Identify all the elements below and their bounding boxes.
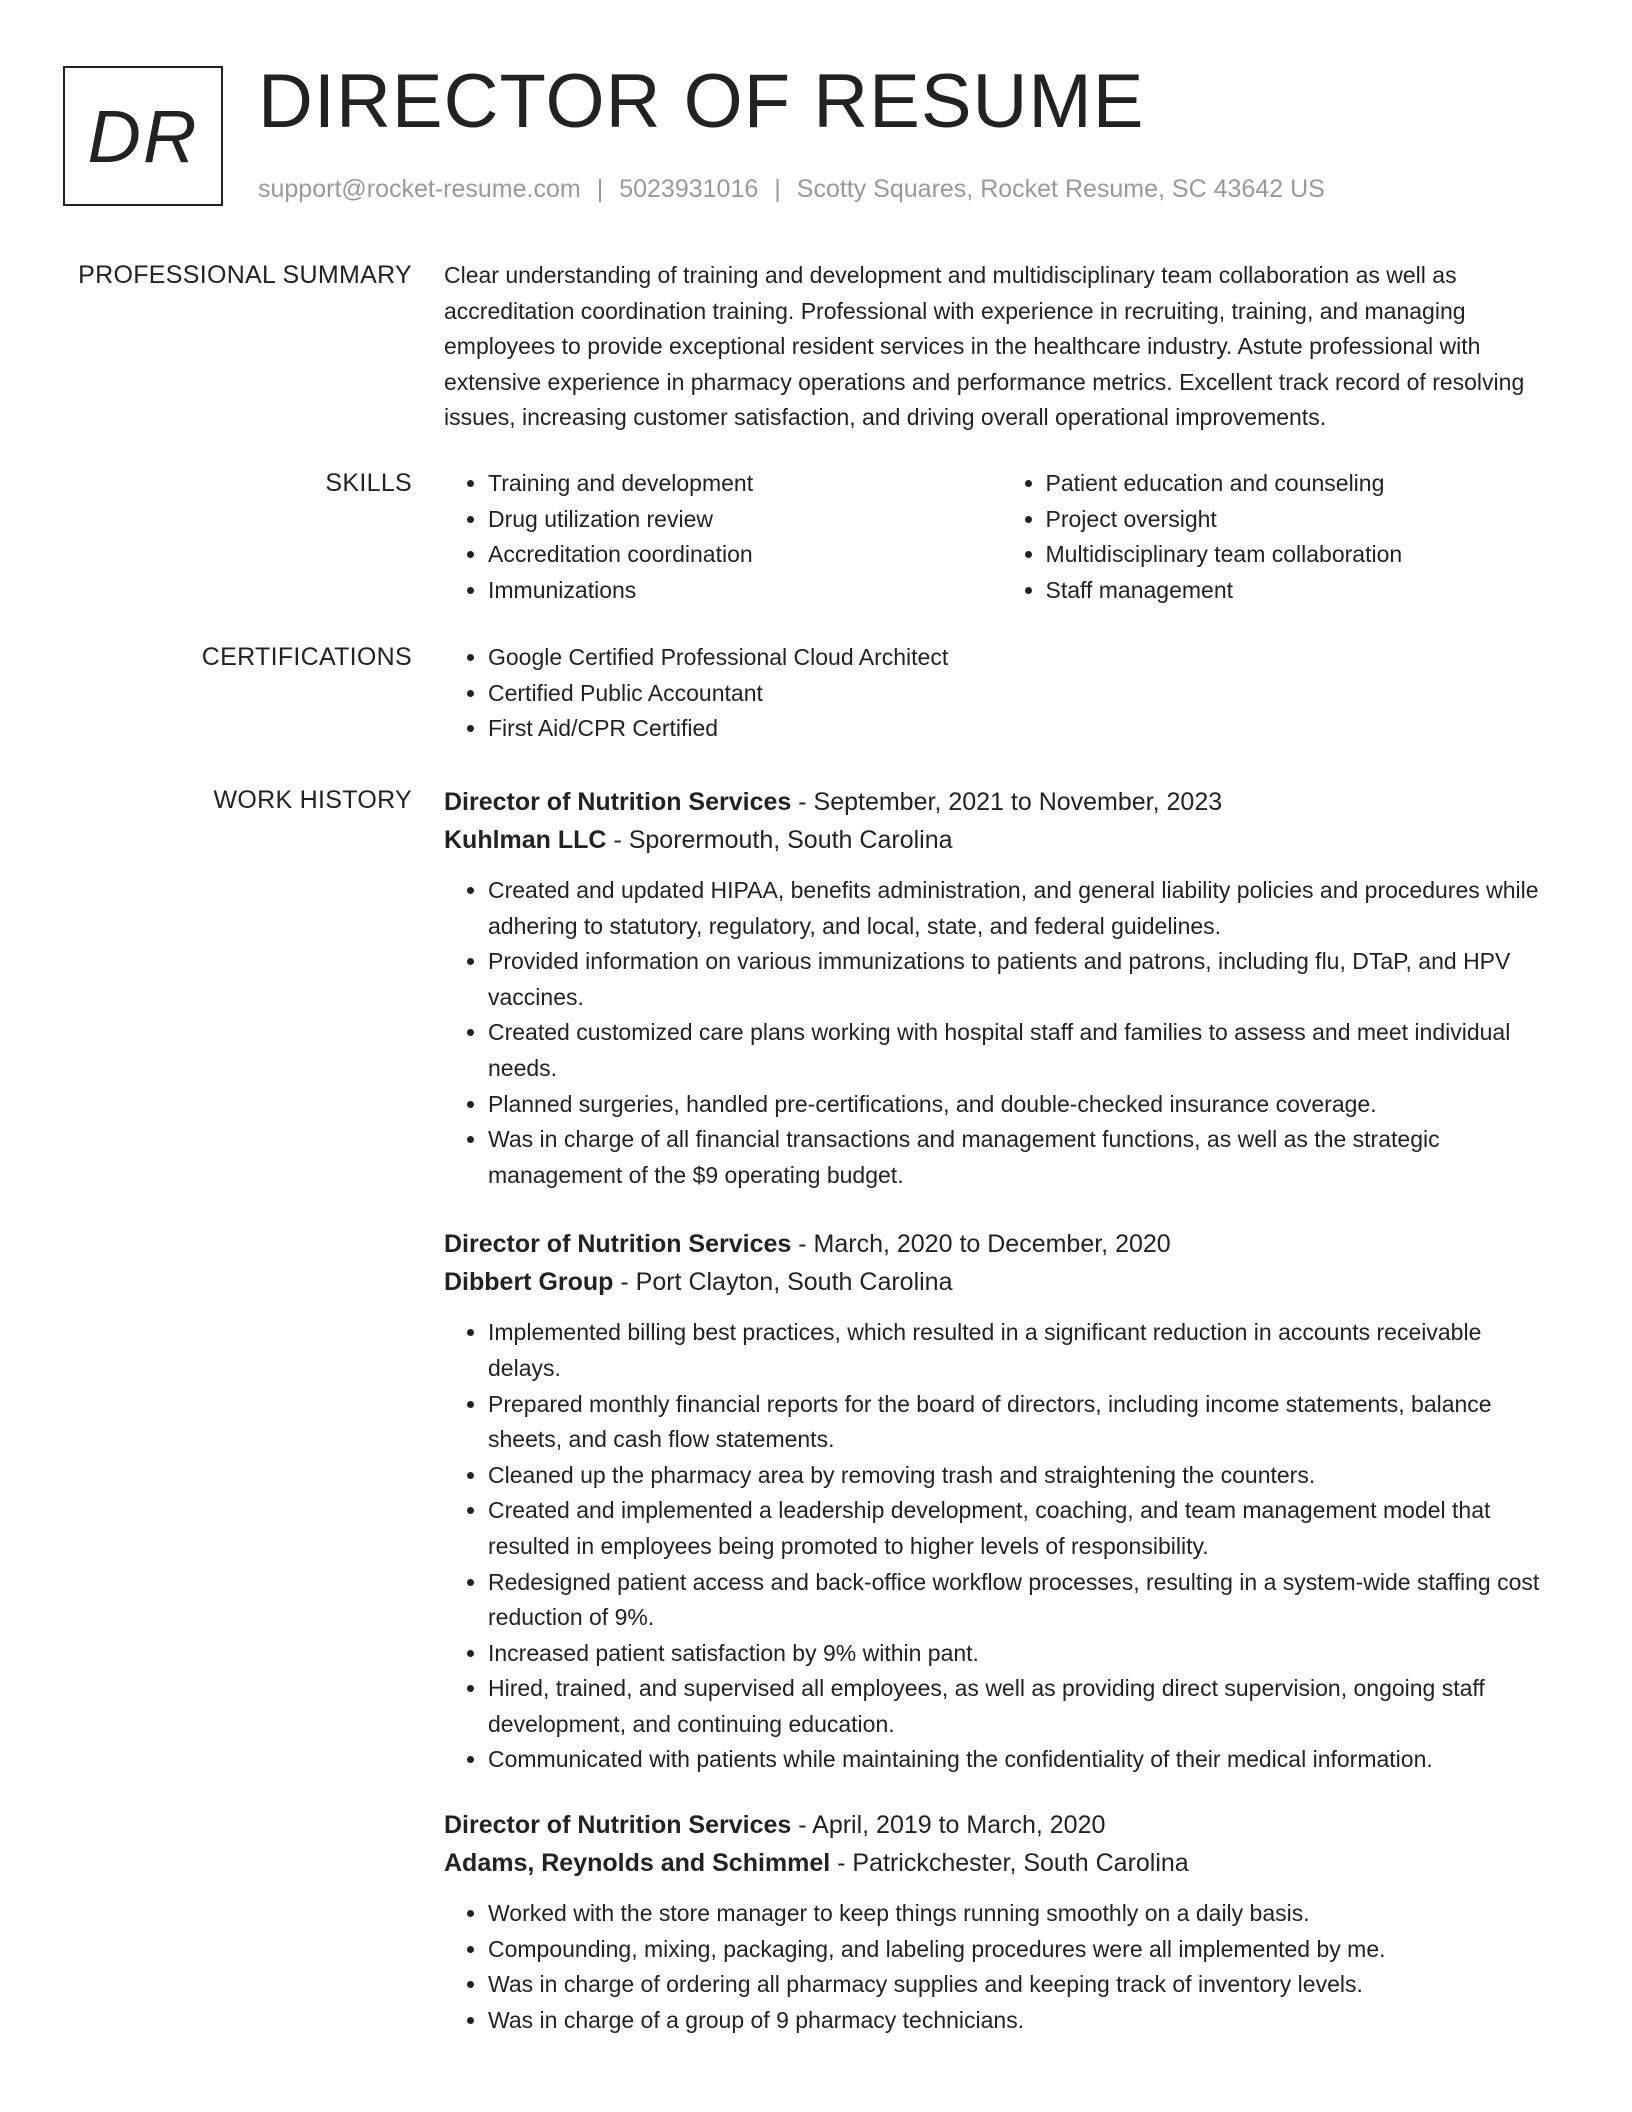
job-bullets <box>444 1896 1559 2038</box>
job-bullet: • Cleaned up the pharmacy area by removing trash and straightening the counters. <box>488 1458 1559 1494</box>
skill-item: • Training and development <box>488 466 1002 502</box>
skill-item: • Immunizations <box>488 573 1002 609</box>
job-bullet: • Was in charge of all financial transactions and management functions, as well as the strategic management of the $9 operating budget. <box>488 1122 1559 1193</box>
job-bullet: • Implemented billing best practices, which resulted in a significant reduction in accounts receivable delays. <box>488 1315 1559 1386</box>
skills-label: SKILLS <box>325 469 412 497</box>
job-bullet: • Created customized care plans working with hospital staff and families to assess and meet individual needs. <box>488 1015 1559 1086</box>
job-bullet: • Worked with the store manager to keep things running smoothly on a daily basis. <box>488 1896 1559 1932</box>
job-dates: - April, 2019 to March, 2020 <box>791 1811 1106 1840</box>
candidate-name: DIRECTOR OF RESUME <box>258 59 1145 144</box>
job-entry <box>444 783 1559 1193</box>
job-location: - Port Clayton, South Carolina <box>613 1268 953 1297</box>
job-company-line <box>444 821 1559 859</box>
job-title-line <box>444 783 1559 821</box>
contact-phone[interactable]: 5023931016 <box>619 175 759 203</box>
skills-list-right <box>1002 466 1560 608</box>
job-bullet: • Hired, trained, and supervised all employees, as well as providing direct supervision, ongoing staff development, and continuing education. <box>488 1671 1559 1742</box>
job-bullets <box>444 1315 1559 1778</box>
contact-separator: | <box>774 175 781 203</box>
job-dates: - September, 2021 to November, 2023 <box>791 788 1223 816</box>
contact-email[interactable]: support@rocket-resume.com <box>258 175 581 203</box>
certification-item: • First Aid/CPR Certified <box>488 711 1559 747</box>
job-entry <box>444 1225 1559 1778</box>
job-dates: - March, 2020 to December, 2020 <box>791 1230 1171 1259</box>
job-title: Director of Nutrition Services <box>444 1230 792 1259</box>
job-title-line <box>444 1806 1559 1844</box>
job-location: - Sporermouth, South Carolina <box>606 826 953 854</box>
job-bullet: • Redesigned patient access and back-office workflow processes, resulting in a system-wide staffing cost reduction of 9%. <box>488 1565 1559 1636</box>
job-entry <box>444 1806 1559 2038</box>
skills-body <box>444 466 1559 608</box>
skill-item: • Multidisciplinary team collaboration <box>1046 537 1560 573</box>
monogram-box: DR <box>63 66 223 206</box>
job-bullet: • Provided information on various immunizations to patients and patrons, including flu, DTaP, and HPV vaccines. <box>488 944 1559 1015</box>
job-bullet: • Increased patient satisfaction by 9% within pant. <box>488 1636 1559 1672</box>
job-bullets <box>444 873 1559 1193</box>
skills-list-left <box>444 466 1002 608</box>
work-history-label: WORK HISTORY <box>213 786 412 814</box>
skill-item: • Accreditation coordination <box>488 537 1002 573</box>
certification-item: • Certified Public Accountant <box>488 676 1559 712</box>
job-bullet: • Created and updated HIPAA, benefits administration, and general liability policies and procedures while adhering to statutory, regulatory, and local, state, and federal guidelines. <box>488 873 1559 944</box>
contact-address: Scotty Squares, Rocket Resume, SC 43642 US <box>796 175 1325 203</box>
job-company-line <box>444 1263 1559 1301</box>
certification-item: • Google Certified Professional Cloud Architect <box>488 640 1559 676</box>
job-title-line <box>444 1225 1559 1263</box>
skill-item: • Patient education and counseling <box>1046 466 1560 502</box>
skill-item: • Project oversight <box>1046 502 1560 538</box>
summary-text: Clear understanding of training and development and multidisciplinary team collaboration as well as accreditation coordination training. Professional with experience in recruiting, training, and managing employees to provide exceptional resident services in the healthcare industry. Astute professional with extensive experience in pharmacy operations and performance metrics. Excellent track record of resolving issues, increasing customer satisfaction, and driving overall operational improvements. <box>444 262 1525 431</box>
skill-item: • Drug utilization review <box>488 502 1002 538</box>
job-bullet: • Was in charge of ordering all pharmacy supplies and keeping track of inventory levels. <box>488 1967 1559 2003</box>
certifications-list <box>444 640 1559 747</box>
job-bullet: • Created and implemented a leadership development, coaching, and team management model that resulted in employees being promoted to higher levels of responsibility. <box>488 1493 1559 1564</box>
summary-label: PROFESSIONAL SUMMARY <box>78 261 412 289</box>
job-location: - Patrickchester, South Carolina <box>830 1849 1189 1878</box>
job-bullet: • Communicated with patients while maintaining the confidentiality of their medical information. <box>488 1742 1559 1778</box>
certifications-body <box>444 640 1559 747</box>
contact-line <box>258 172 1325 206</box>
work-history-body <box>444 783 1559 2058</box>
job-bullet: • Prepared monthly financial reports for the board of directors, including income statements, balance sheets, and cash flow statements. <box>488 1387 1559 1458</box>
job-title: Director of Nutrition Services <box>444 788 792 816</box>
job-title: Director of Nutrition Services <box>444 1811 792 1840</box>
job-company: Kuhlman LLC <box>444 826 607 854</box>
job-company: Adams, Reynolds and Schimmel <box>444 1849 831 1878</box>
job-bullet: • Was in charge of a group of 9 pharmacy technicians. <box>488 2003 1559 2039</box>
job-company: Dibbert Group <box>444 1268 614 1297</box>
job-bullet: • Planned surgeries, handled pre-certifications, and double-checked insurance coverage. <box>488 1087 1559 1123</box>
skill-item: • Staff management <box>1046 573 1560 609</box>
contact-separator: | <box>596 175 604 203</box>
job-bullet: • Compounding, mixing, packaging, and labeling procedures were all implemented by me. <box>488 1932 1559 1968</box>
certifications-label: CERTIFICATIONS <box>201 643 412 671</box>
job-company-line <box>444 1844 1559 1882</box>
